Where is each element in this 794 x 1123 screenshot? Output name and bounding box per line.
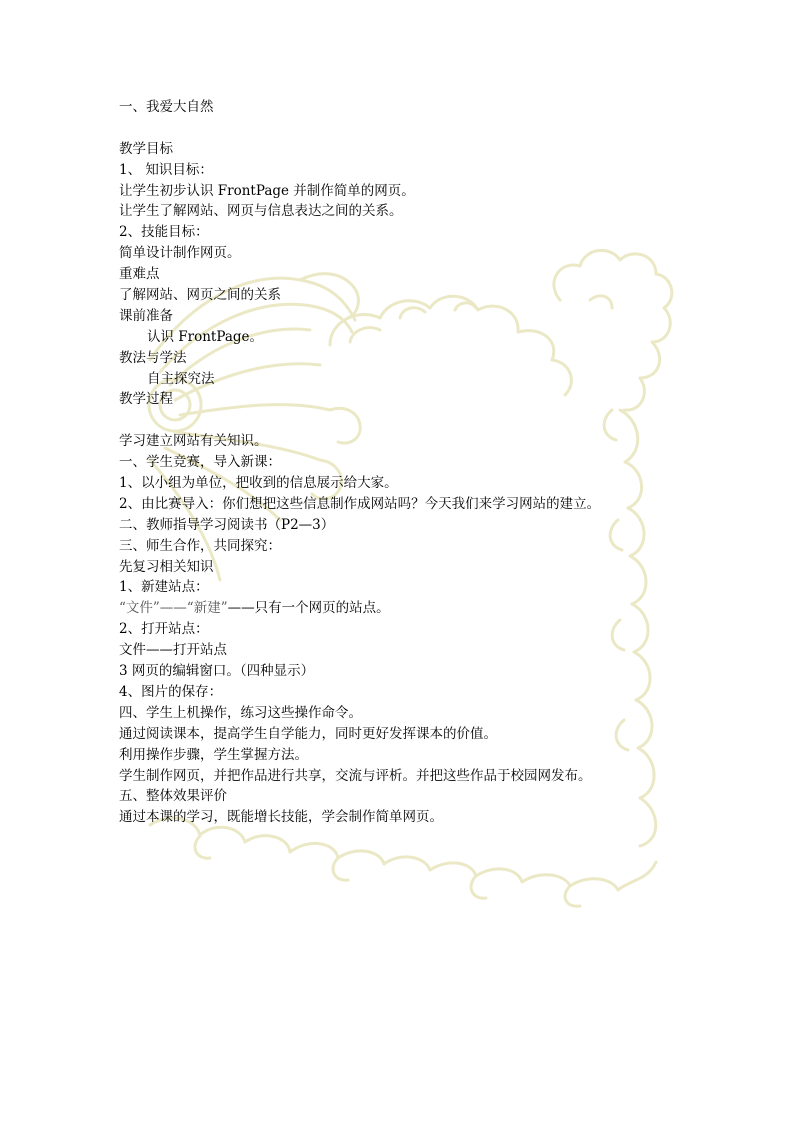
- menu-path-text: “文件”——“新建”: [119, 600, 228, 617]
- knowledge-goals-heading: 1、 知识目标：: [119, 161, 213, 178]
- text-line-indented: 自主探究法: [147, 370, 215, 387]
- text-fragment: ——只有一个网页的站点。: [227, 600, 390, 617]
- text-line: 学生制作网页，并把作品进行共享，交流与评析。并把这些作品于校园网发布。: [119, 767, 592, 784]
- text-line: 简单设计制作网页。: [119, 245, 241, 262]
- text-line: 三、师生合作，共同探究：: [119, 537, 281, 554]
- text-line: 4、图片的保存：: [119, 683, 223, 700]
- text-line: 2、打开站点：: [119, 621, 209, 638]
- text-line: 一、学生竞赛，导入新课：: [119, 454, 281, 471]
- text-line: 3 网页的编辑窗口。（四种显示）: [119, 663, 315, 680]
- text-line: 文件——打开站点: [119, 642, 227, 659]
- text-line: 先复习相关知识: [119, 558, 214, 575]
- section-heading-teaching-goals: 教学目标: [119, 140, 173, 157]
- text-line: 学习建立网站有关知识。: [119, 433, 268, 450]
- text-line-new-site: [119, 598, 679, 619]
- text-line: 让学生了解网站、网页与信息表达之间的关系。: [119, 203, 403, 220]
- blank-line: [119, 118, 679, 139]
- section-heading-key-points: 重难点: [119, 266, 160, 283]
- section-heading-preparation: 课前准备: [119, 307, 173, 324]
- skill-goals-heading: 2、技能目标：: [119, 224, 209, 241]
- text-line: 二、教师指导学习阅读书（P2—3）: [119, 516, 335, 533]
- text-line: 了解网站、网页之间的关系: [119, 287, 281, 304]
- bottom-cloud-border-decoration: [150, 818, 656, 906]
- text-line: 四、学生上机操作，练习这些操作命令。: [119, 704, 362, 721]
- text-line: 1、新建站点：: [119, 579, 209, 596]
- text-line: 2、由比赛导入：你们想把这些信息制作成网站吗？今天我们来学习网站的建立。: [119, 495, 601, 512]
- section-heading-process: 教学过程: [119, 391, 173, 408]
- text-line-indented: 认识 FrontPage。: [147, 328, 264, 345]
- lesson-plan-document: [119, 97, 679, 828]
- text-line: 通过阅读课本，提高学生自学能力，同时更好发挥课本的价值。: [119, 725, 497, 742]
- text-line: 利用操作步骤，学生掌握方法。: [119, 746, 308, 763]
- section-heading-evaluation: 五、整体效果评价: [119, 788, 227, 805]
- blank-line: [119, 410, 679, 431]
- text-line: 1、以小组为单位，把收到的信息展示给大家。: [119, 475, 398, 492]
- lesson-title: 一、我爱大自然: [119, 99, 214, 115]
- section-heading-methods: 教法与学法: [119, 349, 187, 366]
- text-line: 让学生初步认识 FrontPage 并制作简单的网页。: [119, 182, 415, 199]
- text-line: 通过本课的学习，既能增长技能，学会制作简单网页。: [119, 809, 443, 826]
